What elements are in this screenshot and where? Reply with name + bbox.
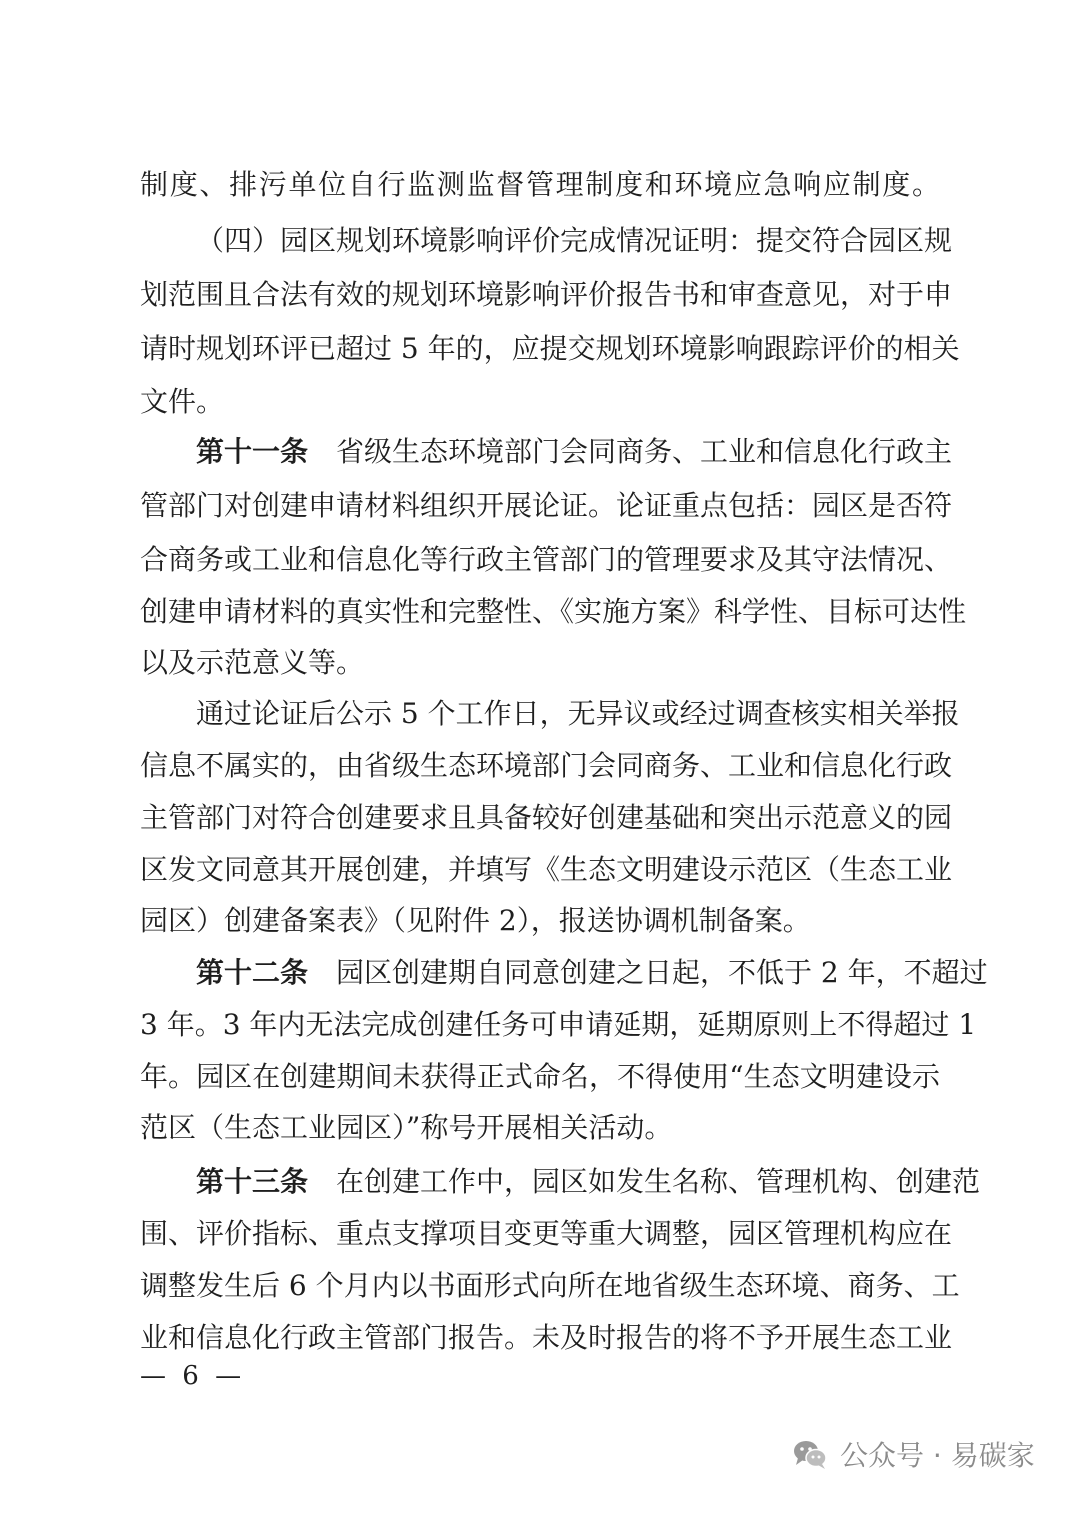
text-line: 3 年。3 年内无法完成创建任务可申请延期，延期原则上不得超过 1	[140, 1008, 977, 1041]
text-line: 区发文同意其开展创建，并填写《生态文明建设示范区（生态工业	[140, 853, 953, 886]
text-line: 划范围且合法有效的规划环境影响评价报告书和审查意见，对于申	[140, 278, 953, 311]
text-line: 通过论证后公示 5 个工作日，无异议或经过调查核实相关举报	[196, 697, 960, 730]
text-line: 主管部门对符合创建要求且具备较好创建基础和突出示范意义的园	[140, 801, 953, 834]
article-line	[196, 955, 988, 991]
article-heading: 第十一条	[196, 435, 309, 468]
text-line: 合商务或工业和信息化等行政主管部门的管理要求及其守法情况、	[140, 543, 953, 576]
wechat-icon	[790, 1434, 830, 1474]
article-line	[196, 1164, 981, 1200]
article-text: 园区创建期自同意创建之日起，不低于 2 年，不超过	[336, 956, 988, 989]
text-line: 围、评价指标、重点支撑项目变更等重大调整，园区管理机构应在	[140, 1217, 953, 1250]
text-line: 范区（生态工业园区）”称号开展相关活动。	[140, 1111, 673, 1144]
article-heading: 第十二条	[196, 956, 309, 989]
page-number: — 6 —	[140, 1361, 246, 1391]
watermark-text: 公众号 · 易碳家	[840, 1439, 1035, 1472]
article-line	[196, 434, 953, 470]
text-line: 文件。	[140, 385, 225, 418]
text-line: （四）园区规划环境影响评价完成情况证明：提交符合园区规	[196, 224, 953, 257]
text-line: 调整发生后 6 个月内以书面形式向所在地省级生态环境、商务、工	[140, 1269, 960, 1302]
article-heading: 第十三条	[196, 1165, 309, 1198]
text-line: 创建申请材料的真实性和完整性、《实施方案》科学性、目标可达性	[140, 595, 967, 628]
text-line: 管部门对创建申请材料组织开展论证。论证重点包括：园区是否符	[140, 489, 953, 522]
text-line: 园区）创建备案表》（见附件 2），报送协调机制备案。	[140, 904, 811, 937]
text-line: 以及示范意义等。	[140, 646, 365, 679]
text-line: 请时规划环评已超过 5 年的，应提交规划环境影响跟踪评价的相关	[140, 332, 960, 365]
article-text: 省级生态环境部门会同商务、工业和信息化行政主	[336, 435, 953, 468]
text-line: 年。园区在创建期间未获得正式命名，不得使用“生态文明建设示	[140, 1060, 940, 1093]
text-line: 信息不属实的，由省级生态环境部门会同商务、工业和信息化行政	[140, 749, 953, 782]
text-line: 制度、排污单位自行监测监督管理制度和环境应急响应制度。	[140, 168, 940, 201]
watermark	[790, 1432, 1035, 1476]
article-text: 在创建工作中，园区如发生名称、管理机构、创建范	[336, 1165, 981, 1198]
text-line: 业和信息化行政主管部门报告。未及时报告的将不予开展生态工业	[140, 1321, 953, 1354]
